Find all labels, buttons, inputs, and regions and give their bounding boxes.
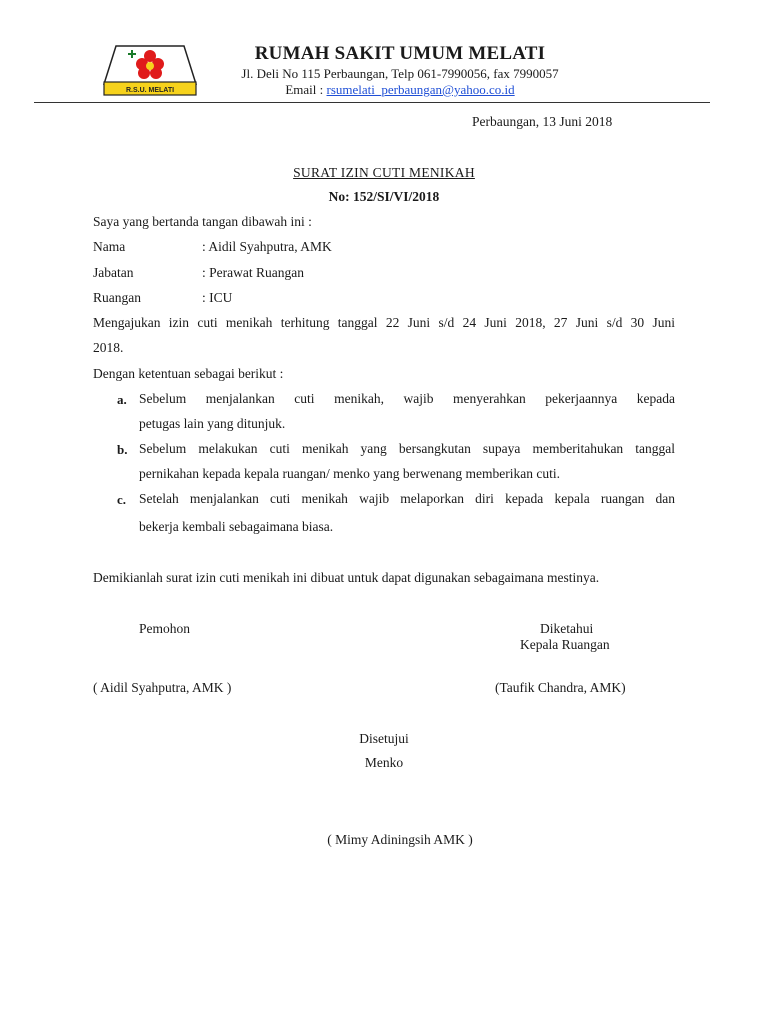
email-label: Email : [285,82,324,97]
field-label-jabatan: Jabatan [93,265,134,280]
letter-title: SURAT IZIN CUTI MENIKAH [293,165,475,180]
condition-c-line-2: bekerja kembali sebagaimana biasa. [139,519,334,534]
org-name: RUMAH SAKIT UMUM MELATI [254,43,546,64]
condition-a-line-2: petugas lain yang ditunjuk. [139,416,286,431]
condition-c-line-1: Setelah menjalankan cuti menikah wajib melaporkan diri kepada kepala ruangan dan [139,491,675,506]
field-label-ruangan: Ruangan [93,290,141,305]
closing-text: Demikianlah surat izin cuti menikah ini dibuat untuk dapat digunakan sebagaimana mestinya. [93,570,600,585]
condition-b-line-1: Sebelum melakukan cuti menikah yang bersangkutan supaya memberitahukan tanggal [139,441,675,456]
org-email-line [0,82,768,98]
field-value-ruangan: : ICU [202,290,233,305]
svg-text:R.S.U. MELATI: R.S.U. MELATI [125,87,175,94]
request-line-1: Mengajukan izin cuti menikah terhitung tanggal 22 Juni s/d 24 Juni 2018, 27 Juni s/d 30 Juni [93,315,675,330]
acknowledged-role: Kepala Ruangan [520,637,610,652]
email-link[interactable]: rsumelati_perbaungan@yahoo.co.id [326,82,515,97]
request-line-2: 2018. [93,340,124,355]
place-date: Perbaungan, 13 Juni 2018 [472,114,613,129]
field-value-jabatan: : Perawat Ruangan [202,265,304,280]
approved-label: Disetujui [359,731,409,746]
condition-b-line-2: pernikahan kepada kepala ruangan/ menko yang berwenang memberikan cuti. [139,466,560,481]
letter-number: No: 152/SI/VI/2018 [328,189,440,204]
acknowledged-name: (Taufik Chandra, AMK) [495,680,626,695]
header-divider [34,102,710,103]
approved-role: Menko [364,755,404,770]
condition-a-marker: a. [117,392,127,407]
approved-name: ( Mimy Adiningsih AMK ) [327,832,473,847]
field-value-nama: : Aidil Syahputra, AMK [202,239,332,254]
org-address: Jl. Deli No 115 Perbaungan, Telp 061-7990056, fax 7990057 [241,66,559,81]
condition-a-line-1: Sebelum menjalankan cuti menikah, wajib menyerahkan pekerjaannya kepada [139,391,675,406]
conditions-intro: Dengan ketentuan sebagai berikut : [93,366,284,381]
applicant-name: ( Aidil Syahputra, AMK ) [93,680,232,695]
applicant-label: Pemohon [139,621,191,636]
intro-text: Saya yang bertanda tangan dibawah ini : [93,214,312,229]
field-label-nama: Nama [93,239,126,254]
acknowledged-label: Diketahui [540,621,594,636]
condition-c-marker: c. [117,492,127,507]
condition-b-marker: b. [117,442,128,457]
